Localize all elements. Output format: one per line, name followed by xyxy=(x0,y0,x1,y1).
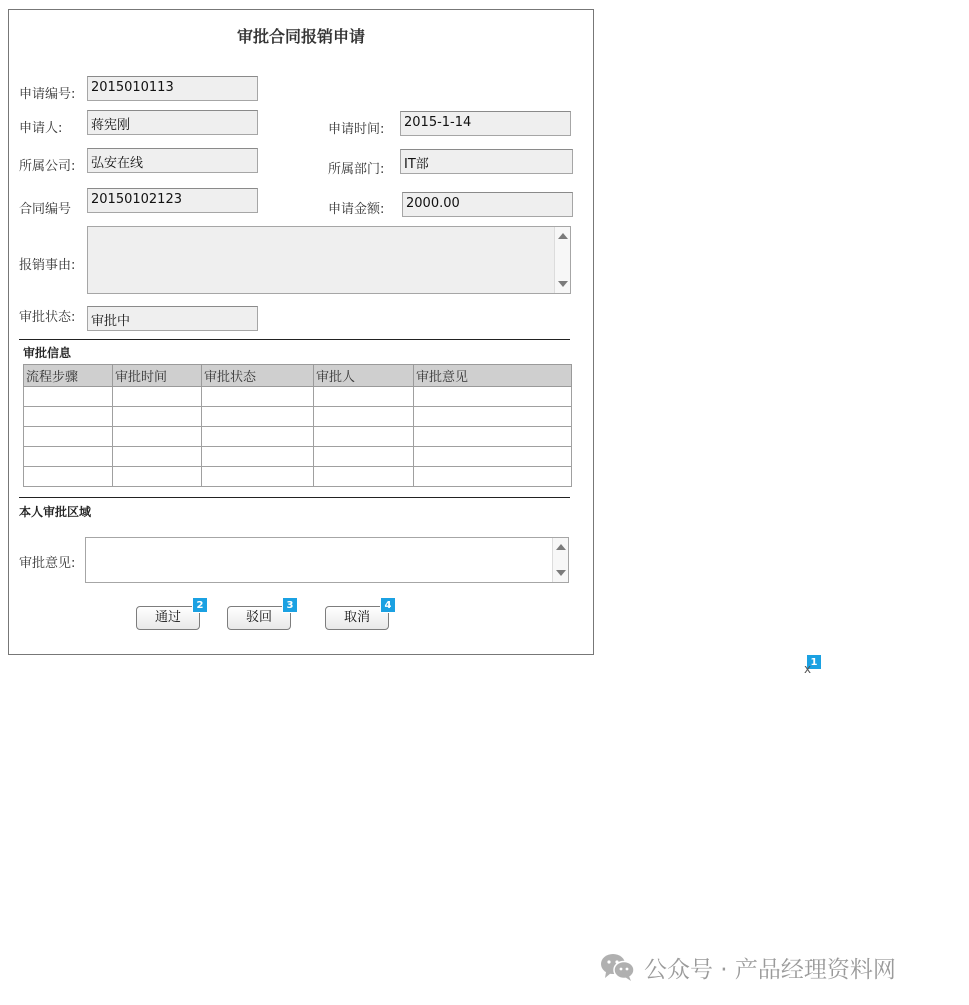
status-field[interactable]: 审批中 xyxy=(87,306,258,331)
applicant-field[interactable]: 蒋宪刚 xyxy=(87,110,258,135)
column-header: 审批时间 xyxy=(113,365,202,387)
table-cell[interactable] xyxy=(113,387,202,407)
divider-approval-info xyxy=(19,339,570,340)
table-row xyxy=(24,447,572,467)
opinion-label: 审批意见: xyxy=(19,556,76,571)
apply-time-label: 申请时间: xyxy=(328,122,385,137)
table-cell[interactable] xyxy=(414,387,572,407)
reason-textarea[interactable] xyxy=(87,226,571,294)
amount-label: 申请金额: xyxy=(328,202,385,217)
badge-4: 4 xyxy=(380,597,396,613)
column-header: 流程步骤 xyxy=(24,365,113,387)
contract-no-label: 合同编号 xyxy=(19,202,72,217)
scroll-up-arrow-icon[interactable] xyxy=(558,233,568,239)
table-cell[interactable] xyxy=(24,407,113,427)
table-cell[interactable] xyxy=(202,467,314,487)
table-cell[interactable] xyxy=(314,407,414,427)
department-label: 所属部门: xyxy=(328,162,385,177)
application-no-label: 申请编号: xyxy=(19,87,76,102)
opinion-textarea[interactable] xyxy=(85,537,569,583)
table-row xyxy=(24,407,572,427)
floating-close-mark[interactable]: x xyxy=(804,662,812,676)
column-header: 审批意见 xyxy=(414,365,572,387)
scroll-up-arrow-icon[interactable] xyxy=(556,544,566,550)
table-cell[interactable] xyxy=(314,447,414,467)
table-cell[interactable] xyxy=(113,427,202,447)
column-header: 审批人 xyxy=(314,365,414,387)
table-row xyxy=(24,427,572,447)
table-cell[interactable] xyxy=(202,387,314,407)
table-cell[interactable] xyxy=(314,467,414,487)
table-cell[interactable] xyxy=(414,467,572,487)
company-label: 所属公司: xyxy=(19,159,76,174)
scroll-down-arrow-icon[interactable] xyxy=(556,570,566,576)
applicant-label: 申请人: xyxy=(19,121,63,136)
table-cell[interactable] xyxy=(314,387,414,407)
wechat-icon xyxy=(600,952,636,982)
cancel-button[interactable]: 取消 xyxy=(325,606,389,630)
approval-info-title: 审批信息 xyxy=(23,346,72,360)
contract-no-field[interactable]: 20150102123 xyxy=(87,188,258,213)
table-row xyxy=(24,467,572,487)
approval-form-panel xyxy=(8,9,594,655)
status-label: 审批状态: xyxy=(19,310,76,325)
watermark xyxy=(600,952,896,982)
table-cell[interactable] xyxy=(414,407,572,427)
table-cell[interactable] xyxy=(113,447,202,467)
table-cell[interactable] xyxy=(414,427,572,447)
approve-button[interactable]: 通过 xyxy=(136,606,200,630)
reject-button[interactable]: 驳回 xyxy=(227,606,291,630)
table-header-row xyxy=(24,365,572,387)
badge-1: 1 xyxy=(806,654,822,670)
column-header: 审批状态 xyxy=(202,365,314,387)
badge-3: 3 xyxy=(282,597,298,613)
watermark-text: 公众号 · 产品经理资料网 xyxy=(644,956,896,983)
table-cell[interactable] xyxy=(414,447,572,467)
reason-label: 报销事由: xyxy=(19,258,76,273)
scroll-down-arrow-icon[interactable] xyxy=(558,281,568,287)
table-cell[interactable] xyxy=(24,467,113,487)
form-title: 审批合同报销申请 xyxy=(236,27,365,46)
company-field[interactable]: 弘安在线 xyxy=(87,148,258,173)
badge-2: 2 xyxy=(192,597,208,613)
table-cell[interactable] xyxy=(24,447,113,467)
opinion-scrollbar[interactable] xyxy=(552,538,568,582)
table-cell[interactable] xyxy=(24,387,113,407)
table-cell[interactable] xyxy=(113,407,202,427)
application-no-field[interactable]: 2015010113 xyxy=(87,76,258,101)
amount-field[interactable]: 2000.00 xyxy=(402,192,573,217)
table-row xyxy=(24,387,572,407)
approval-history-table xyxy=(23,364,572,487)
table-cell[interactable] xyxy=(202,447,314,467)
table-cell[interactable] xyxy=(202,407,314,427)
divider-my-approval xyxy=(19,497,570,498)
department-field[interactable]: IT部 xyxy=(400,149,573,174)
apply-time-field[interactable]: 2015-1-14 xyxy=(400,111,571,136)
table-cell[interactable] xyxy=(202,427,314,447)
table-cell[interactable] xyxy=(113,467,202,487)
my-approval-title: 本人审批区域 xyxy=(19,505,92,519)
table-cell[interactable] xyxy=(314,427,414,447)
reason-scrollbar[interactable] xyxy=(554,227,570,293)
table-cell[interactable] xyxy=(24,427,113,447)
